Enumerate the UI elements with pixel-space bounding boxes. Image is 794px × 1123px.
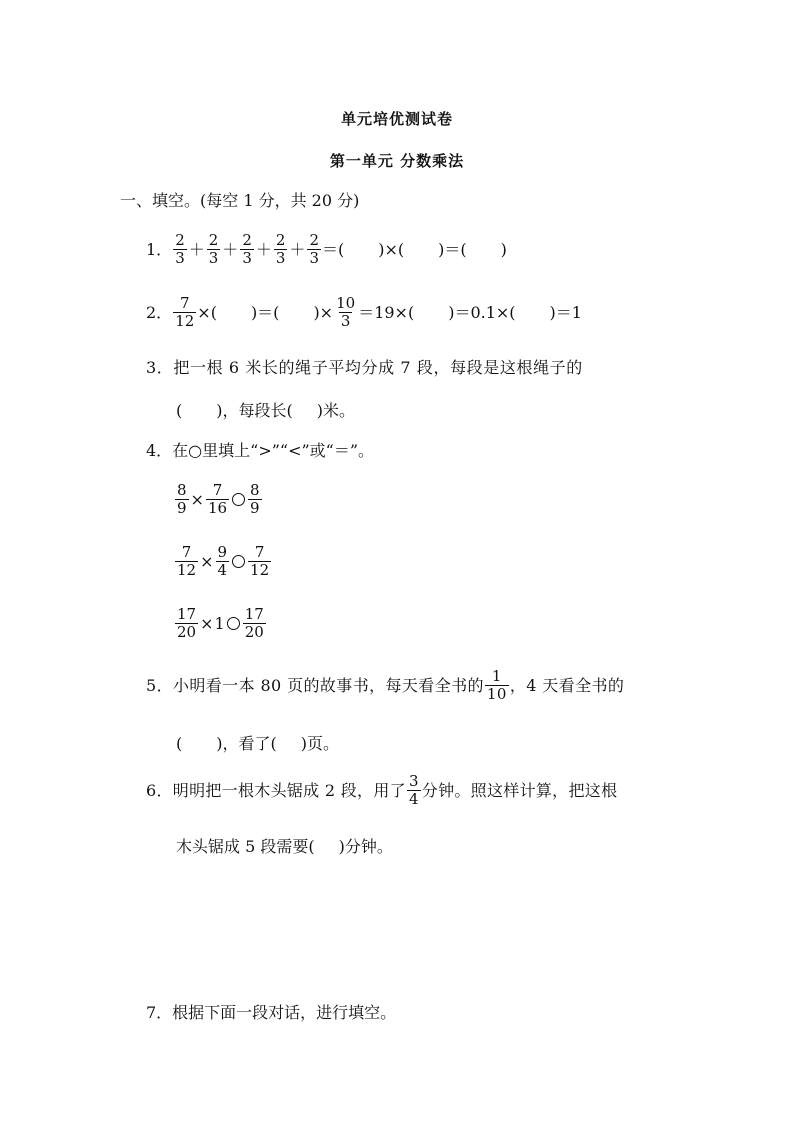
question-5-line-2 [176, 733, 339, 755]
expression-text: )×( [378, 239, 405, 259]
expression-text: )，每段长( [216, 401, 293, 420]
expression-text: ) [500, 239, 507, 259]
question-3-line-1: 3．把一根 6 米长的绳子平均分成 7 段，每段是这根绳子的 [146, 358, 583, 377]
question-number: 1． [146, 239, 173, 259]
question-4: 4．在○里填上“>”“<”或“＝”。 [146, 441, 375, 460]
fraction: $\frac{2}{3}$ [208, 231, 219, 267]
expression-text: ×( [197, 302, 217, 322]
compare-row-3 [174, 606, 267, 641]
fraction: $\frac{7}{12}$ [250, 543, 270, 579]
plus-sign: ＋ [289, 239, 306, 259]
question-3-line-2 [176, 400, 355, 422]
times-sign: × [190, 489, 204, 509]
question-number: 2． [146, 302, 173, 322]
compare-circle[interactable] [232, 555, 245, 568]
expression-text: )分钟。 [338, 837, 393, 856]
fraction: $\frac{9}{4}$ [217, 543, 228, 579]
question-2 [146, 295, 582, 330]
expression-text: 分钟。照这样计算，把这根 [421, 780, 618, 800]
expression-text: ＝19×( [358, 302, 415, 322]
fraction: $\frac{2}{3}$ [309, 231, 319, 267]
question-6-line-1 [146, 773, 617, 808]
expression-text: )＝0.1×( [448, 302, 516, 322]
fraction: $\frac{2}{3}$ [275, 231, 286, 267]
fraction: $\frac{2}{3}$ [242, 231, 252, 267]
compare-row-2 [174, 544, 272, 579]
expression-text: )＝1 [549, 302, 582, 322]
fraction: $\frac{8}{9}$ [250, 481, 260, 517]
fraction: $\frac{7}{12}$ [175, 294, 195, 330]
expression-text: ( [176, 401, 183, 420]
page-title: 单元培优测试卷 [340, 110, 453, 128]
fraction: $\frac{17}{20}$ [244, 605, 264, 641]
expression-text: )米。 [316, 401, 355, 420]
fraction: $\frac{10}{3}$ [336, 294, 356, 330]
compare-circle[interactable] [232, 493, 245, 506]
fraction: $\frac{7}{12}$ [177, 543, 197, 579]
question-5-line-1 [146, 668, 624, 703]
expression-text: 木头锯成 5 段需要( [176, 837, 315, 856]
expression-text: )，看了( [216, 734, 277, 753]
question-7: 7．根据下面一段对话，进行填空。 [146, 1003, 397, 1022]
expression-text: ( [176, 734, 183, 753]
compare-circle[interactable] [227, 617, 240, 630]
times-sign: × [200, 613, 214, 633]
expression-text: )＝( [438, 239, 467, 259]
fraction: $\frac{1}{10}$ [486, 667, 507, 703]
expression-text: )＝( [250, 302, 280, 322]
expression-text: ，4 天看全书的 [509, 675, 625, 695]
whole-number: 1 [214, 613, 225, 633]
fraction: $\frac{2}{3}$ [175, 231, 185, 267]
section-heading: 一、填空。(每空 1 分，共 20 分) [120, 191, 360, 210]
times-sign: × [200, 551, 214, 571]
plus-sign: ＋ [222, 239, 239, 259]
expression-text: ＝( [321, 239, 345, 259]
plus-sign: ＋ [188, 239, 205, 259]
expression-text: 5．小明看一本 80 页的故事书，每天看全书的 [146, 675, 484, 695]
fraction: $\frac{17}{20}$ [177, 605, 197, 641]
expression-text: 6．明明把一根木头锯成 2 段，用了 [146, 780, 406, 800]
expression-text: )页。 [300, 734, 339, 753]
fraction: $\frac{7}{16}$ [207, 481, 228, 517]
fraction: $\frac{8}{9}$ [177, 481, 187, 517]
plus-sign: ＋ [255, 239, 272, 259]
fraction: $\frac{3}{4}$ [408, 772, 419, 808]
question-1 [146, 232, 507, 267]
compare-row-1 [174, 482, 263, 517]
question-6-line-2 [176, 836, 393, 858]
page-subtitle: 第一单元 分数乘法 [329, 152, 465, 170]
expression-text: )× [313, 302, 334, 322]
